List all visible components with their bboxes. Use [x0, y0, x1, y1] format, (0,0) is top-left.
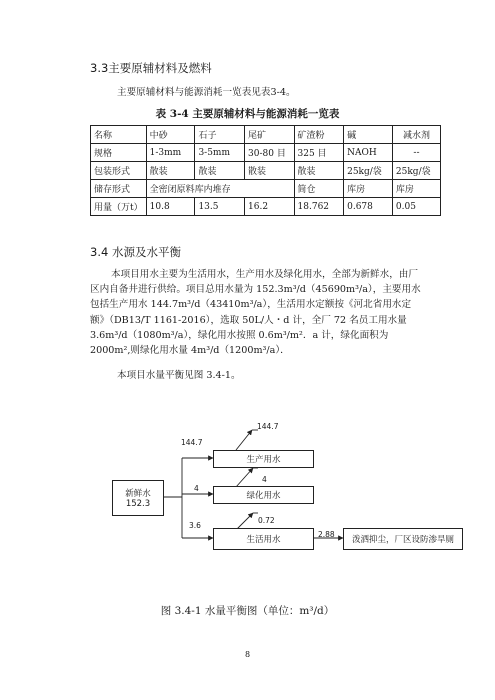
flow-arrow — [236, 468, 253, 487]
water-balance-reference: 本项目水量平衡见图 3.4-1。 — [117, 370, 241, 381]
domestic-water-box: 生活用水 — [213, 528, 314, 550]
table-cell: 用量（万t） — [91, 198, 147, 216]
figure-caption: 图 3.4-1 水量平衡图（单位：m³/d） — [160, 605, 335, 617]
table-cell: 18.762 — [294, 198, 344, 216]
source-box — [112, 480, 164, 516]
table-cell: 25kg/袋 — [344, 162, 393, 180]
table-cell: 尾矿 — [245, 126, 295, 144]
section-heading: 3.4 水源及水平衡 — [90, 245, 181, 259]
table-cell: 全密闭原料库内堆存 — [146, 180, 294, 198]
table-cell: 3-5mm — [195, 144, 245, 162]
source-label: 新鲜水 — [125, 489, 151, 499]
table-cell: 散装 — [245, 162, 295, 180]
table-cell: 325 目 — [294, 144, 344, 162]
table-cell: 0.678 — [344, 198, 393, 216]
table-cell: 25kg/袋 — [392, 162, 440, 180]
production-water-box: 生产用水 — [213, 450, 314, 468]
table-caption: 表 3-4 主要原辅材料与能源消耗一览表 — [155, 108, 340, 120]
flow-arrow — [236, 430, 252, 450]
section-heading: 3.3主要原辅材料及燃料 — [90, 61, 212, 75]
table-cell: 减水剂 — [392, 126, 440, 144]
table-cell: 规格 — [91, 144, 147, 162]
table-cell: 0.05 — [392, 198, 440, 216]
table-cell: 矿渣粉 — [294, 126, 344, 144]
table-cell: 1-3mm — [146, 144, 195, 162]
table-cell: 16.2 — [245, 198, 295, 216]
table-cell: 散装 — [195, 162, 245, 180]
table-cell: 包装形式 — [91, 162, 147, 180]
flow-label: 2.88 — [318, 530, 335, 539]
green-water-box: 绿化用水 — [213, 486, 314, 504]
water-source-paragraph: 本项目用水主要为生活用水，生产用水及绿化用水，全部为新鲜水，由厂区内自备井进行供给。项目总用水量为 152.3m³/d（45690m³/a），主要用水包括生产用水 144.7m³/d（43410m³/a），生活用水定额按《河北省用水定额》（DB13/T 1161-2016），选取 50L/人・d 计，全厂 72 名员工用水量 3.6m³/d（1080m³/a），绿化用水按照 0.6m³/m²．a 计，绿化面积为 2000m²,则绿化用水量 4m³/d（1200m³/a）． — [90, 269, 421, 357]
section-intro: 主要原辅材料与能源消耗一览表见表3-4。 — [117, 87, 296, 98]
table-cell: 简仓 — [294, 180, 344, 198]
table-cell: -- — [392, 144, 440, 162]
table-cell: NAOH — [344, 144, 393, 162]
table-cell: 30-80 目 — [245, 144, 295, 162]
table-cell: 13.5 — [195, 198, 245, 216]
table-cell: 库房 — [344, 180, 393, 198]
final-disposal-box: 泼洒抑尘，厂区设防渗旱厕 — [343, 528, 463, 550]
flow-label: 4 — [262, 475, 267, 484]
table-cell: 库房 — [392, 180, 440, 198]
source-value: 152.3 — [125, 499, 151, 509]
table-cell: 碱 — [344, 126, 393, 144]
table-cell: 储存形式 — [91, 180, 147, 198]
table-cell: 10.8 — [146, 198, 195, 216]
flow-label: 144.7 — [181, 438, 203, 447]
flow-label: 0.72 — [258, 516, 275, 525]
table-cell: 散装 — [146, 162, 195, 180]
table-cell: 石子 — [195, 126, 245, 144]
table-cell: 散装 — [294, 162, 344, 180]
table-cell: 中砂 — [146, 126, 195, 144]
page-number: 8 — [244, 650, 251, 659]
flow-label: 4 — [194, 484, 199, 493]
flow-label: 3.6 — [189, 521, 201, 530]
flow-label: 144.7 — [257, 422, 279, 431]
table-cell: 名称 — [91, 126, 147, 144]
